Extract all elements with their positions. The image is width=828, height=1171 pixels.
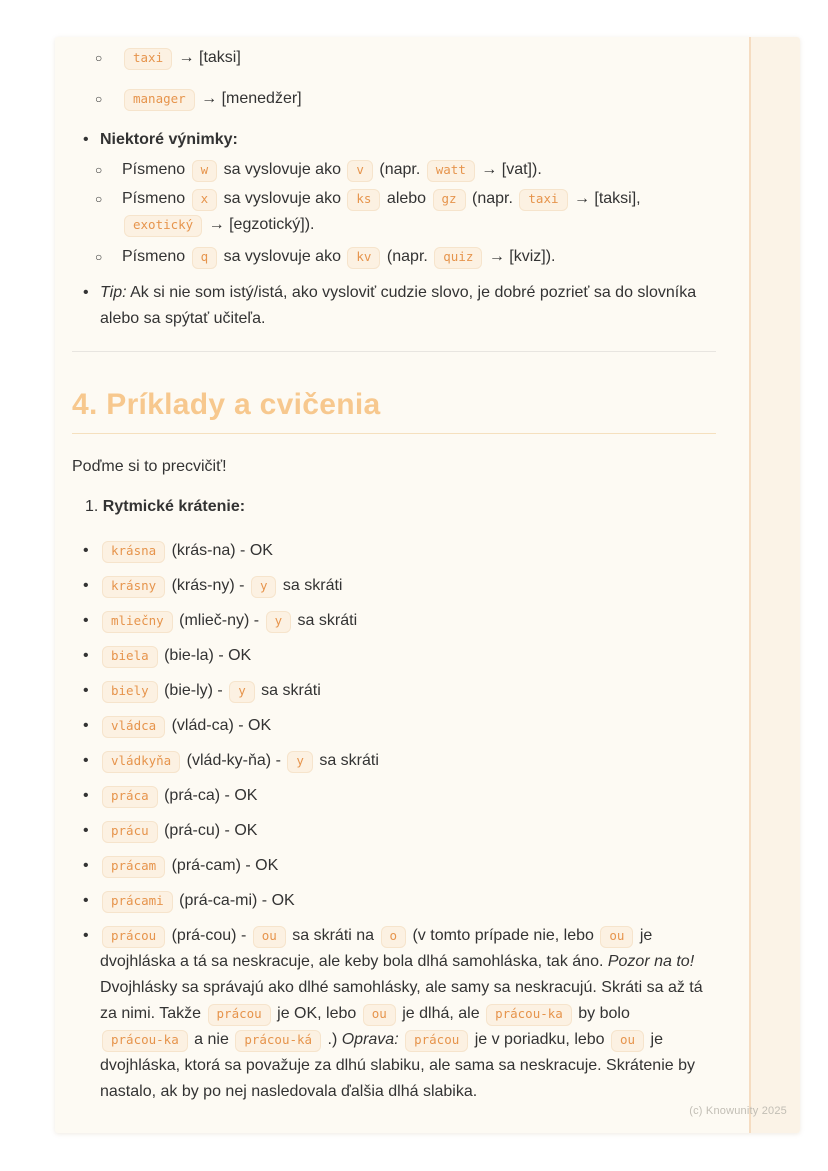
list-item	[95, 157, 716, 183]
code-badge: watt	[427, 160, 475, 182]
list-item	[72, 678, 716, 704]
exceptions-block	[72, 127, 716, 332]
page-content	[55, 37, 800, 1105]
code-badge: prácu	[102, 821, 158, 843]
text-run: alebo	[382, 190, 431, 207]
text-run: sa vyslovuje ako	[219, 190, 346, 207]
text-run: 1.	[85, 498, 103, 515]
text-run: → [menedžer]	[196, 90, 302, 107]
text-run: → [taksi]	[174, 49, 241, 66]
text-run: sa vyslovuje ako	[219, 248, 346, 265]
list-item	[72, 573, 716, 599]
text-run: by bolo	[573, 1005, 630, 1022]
text-run: je dvojhláska a tá sa neskracuje, ale keby bola dlhá samohláska, tak áno.	[100, 927, 653, 970]
bold-text: Niektoré výnimky:	[100, 131, 238, 148]
list-item	[72, 853, 716, 879]
italic-text: Tip:	[100, 284, 127, 301]
code-badge: x	[192, 189, 218, 211]
text-run: Písmeno	[122, 190, 190, 207]
list-item	[72, 643, 716, 669]
text-run: sa skráti	[293, 612, 358, 629]
text-run: sa vyslovuje ako	[219, 161, 346, 178]
section-divider	[72, 351, 716, 352]
list-item	[72, 608, 716, 634]
shortening-examples-list	[72, 538, 716, 1105]
code-badge: práca	[102, 786, 158, 808]
text-run: (prá-ca) - OK	[159, 787, 258, 804]
list-item	[72, 748, 716, 774]
code-badge: quiz	[434, 247, 482, 269]
text-run: (napr.	[467, 190, 518, 207]
italic-text: Pozor na to!	[607, 953, 695, 970]
text-run: → [egzotický]).	[204, 216, 315, 233]
text-run: (prá-cou) -	[167, 927, 251, 944]
bold-text: Rytmické krátenie:	[102, 498, 246, 515]
code-badge: manager	[124, 89, 195, 111]
code-badge: prácou	[102, 926, 165, 948]
code-badge: y	[266, 611, 292, 633]
text-run: → [taksi],	[569, 190, 641, 207]
section-heading: 4. Príklady a cvičenia	[72, 388, 716, 434]
code-badge: y	[251, 576, 277, 598]
code-badge: q	[192, 247, 218, 269]
list-item	[72, 888, 716, 914]
code-badge: prácou	[405, 1030, 468, 1052]
text-run: je dlhá, ale	[397, 1005, 485, 1022]
code-badge: krásny	[102, 576, 165, 598]
text-run	[399, 1031, 403, 1048]
text-run: (vlád-ky-ňa) -	[182, 752, 286, 769]
text-run: (prá-cu) - OK	[159, 822, 258, 839]
text-run: sa skráti	[278, 577, 343, 594]
code-badge: vládkyňa	[102, 751, 180, 773]
code-badge: ou	[600, 926, 633, 948]
text-run: (napr.	[374, 161, 425, 178]
text-run: sa skráti	[256, 682, 321, 699]
italic-text: Oprava:	[341, 1031, 399, 1048]
code-badge: ks	[347, 189, 380, 211]
list-item	[72, 713, 716, 739]
footer-credit: (c) Knowunity 2025	[689, 1105, 787, 1117]
list-item	[95, 244, 716, 270]
text-run: je dvojhláska, ktorá sa považuje za dlhú slabiku, ale sama sa neskracuje. Skrátenie by nastalo, ak by po nej nasledovala ďalšia dlhá slabika.	[100, 1031, 695, 1100]
text-run: je v poriadku, lebo	[470, 1031, 610, 1048]
practice-intro: Poďme si to precvičiť!	[72, 458, 227, 475]
list-item	[95, 186, 716, 238]
text-run: je OK, lebo	[272, 1005, 361, 1022]
exercise-title	[72, 494, 716, 520]
code-badge: taxi	[124, 48, 172, 70]
code-badge: v	[347, 160, 373, 182]
code-badge: exotický	[124, 215, 202, 237]
code-badge: krásna	[102, 541, 165, 563]
list-item	[72, 818, 716, 844]
list-item	[72, 45, 716, 71]
text-run: Písmeno	[122, 161, 190, 178]
document-page	[55, 37, 800, 1133]
text-run: Ak si nie som istý/istá, ako vysloviť cudzie slovo, je dobré pozrieť sa do slovníka alebo sa spýtať učiteľa.	[100, 284, 697, 327]
text-run: (mlieč-ny) -	[174, 612, 264, 629]
code-badge: o	[381, 926, 407, 948]
code-badge: ou	[611, 1030, 644, 1052]
pronunciation-example-list	[72, 45, 716, 112]
text-run: .)	[323, 1031, 342, 1048]
code-badge: w	[192, 160, 218, 182]
code-badge: prácou-ka	[102, 1030, 188, 1052]
code-badge: prácou-ka	[486, 1004, 572, 1026]
code-badge: biely	[102, 681, 158, 703]
list-item	[72, 538, 716, 564]
text-run: (bie-ly) -	[159, 682, 228, 699]
text-run: Písmeno	[122, 248, 190, 265]
exceptions-heading	[100, 127, 716, 153]
text-run: sa skráti	[314, 752, 379, 769]
code-badge: prácam	[102, 856, 165, 878]
list-item	[72, 783, 716, 809]
text-run: → [kviz]).	[484, 248, 556, 265]
code-badge: taxi	[519, 189, 567, 211]
code-badge: gz	[433, 189, 466, 211]
text-run: (bie-la) - OK	[159, 647, 252, 664]
text-run: a nie	[189, 1031, 234, 1048]
text-run: (prá-ca-mi) - OK	[174, 892, 295, 909]
code-badge: mliečny	[102, 611, 173, 633]
code-badge: biela	[102, 646, 158, 668]
code-badge: prácou	[208, 1004, 271, 1026]
list-item	[72, 923, 716, 1105]
code-badge: y	[287, 751, 313, 773]
exception-items-list	[95, 157, 716, 270]
code-badge: kv	[347, 247, 380, 269]
text-run: → [vat]).	[476, 161, 542, 178]
text-run: (v tomto prípade nie, lebo	[408, 927, 599, 944]
code-badge: y	[229, 681, 255, 703]
list-item	[72, 86, 716, 112]
list-item-tip	[72, 280, 716, 332]
text-run: (prá-cam) - OK	[167, 857, 279, 874]
text-run: (krás-na) - OK	[167, 542, 273, 559]
code-badge: prácami	[102, 891, 173, 913]
text-run: (napr.	[382, 248, 433, 265]
text-run: sa skráti na	[287, 927, 379, 944]
text-run: (krás-ny) -	[167, 577, 249, 594]
list-item-exceptions	[72, 127, 716, 270]
text-run: (vlád-ca) - OK	[167, 717, 272, 734]
code-badge: prácou-ká	[235, 1030, 321, 1052]
code-badge: ou	[253, 926, 286, 948]
text-run: Dvojhlásky sa správajú ako dlhé samohlásky, ale samy sa neskracujú. Skráti sa až tá za nimi. Takže	[100, 979, 703, 1022]
code-badge: vládca	[102, 716, 165, 738]
code-badge: ou	[363, 1004, 396, 1026]
